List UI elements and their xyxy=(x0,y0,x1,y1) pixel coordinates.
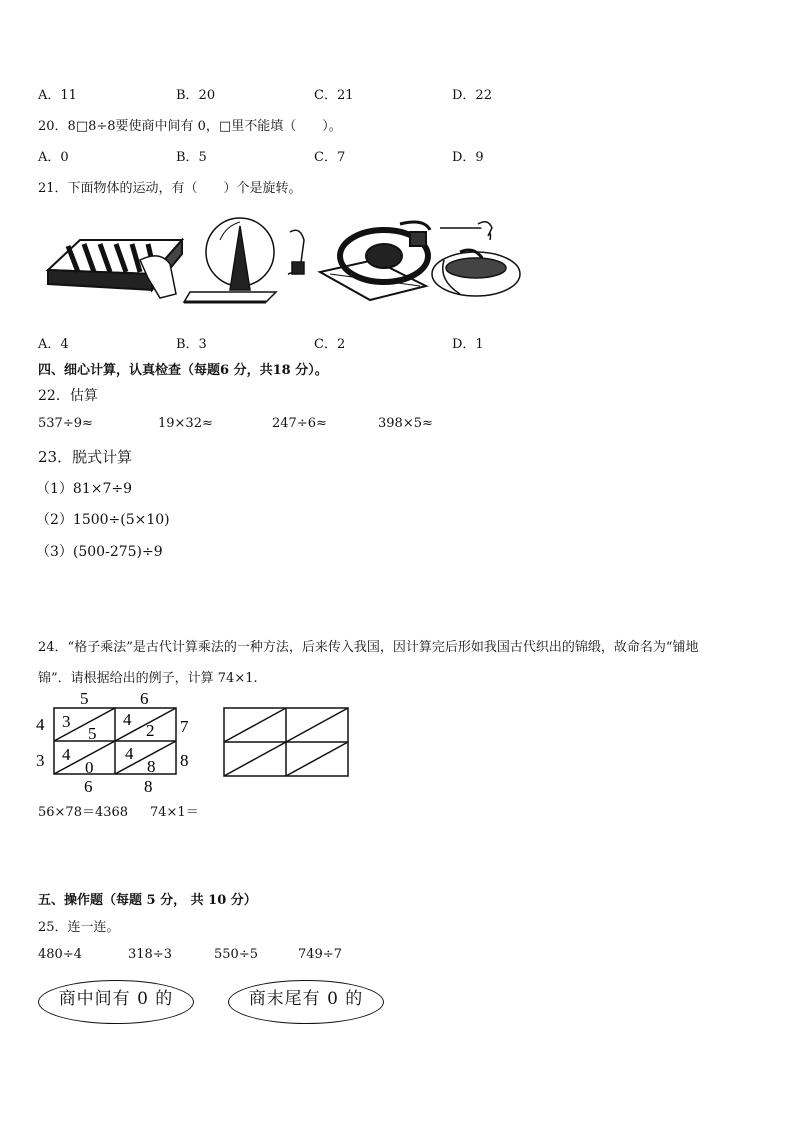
q21-option-b[interactable]: B．3 xyxy=(176,337,207,352)
q22-item-4: 398×5≈ xyxy=(378,416,433,431)
section-5-heading: 五、操作题（每题 5 分， 共 10 分） xyxy=(38,893,257,908)
q22-item-3: 247÷6≈ xyxy=(272,416,327,431)
oval-quotient-middle-zero[interactable] xyxy=(38,980,194,1024)
q21-stem: 21．下面物体的运动，有（ ）个是旋转。 xyxy=(38,181,302,196)
lattice-right-digit: 7 xyxy=(180,717,189,736)
oval-label: 商末尾有 0 的 xyxy=(248,988,364,1009)
lattice-top-digit: 6 xyxy=(140,689,149,708)
q22-item-1: 537÷9≈ xyxy=(38,416,93,431)
q25-expression[interactable]: 318÷3 xyxy=(128,947,172,962)
abacus-icon xyxy=(48,240,182,298)
q22-stem: 22．估算 xyxy=(38,388,98,404)
lattice-cell-ones: 0 xyxy=(85,758,94,777)
q21-option-a[interactable]: A．4 xyxy=(38,337,69,352)
q20-stem: 20．8□8÷8要使商中间有 0，□里不能填（ ）。 xyxy=(38,119,342,134)
faucet-icon xyxy=(432,222,520,296)
q21-option-c[interactable]: C．2 xyxy=(314,337,346,352)
q19-option-b[interactable]: B．20 xyxy=(176,88,216,103)
q23-item-1: （1）81×7÷9 xyxy=(36,481,132,497)
q19-option-d[interactable]: D．22 xyxy=(452,88,492,103)
q25-expression[interactable]: 480÷4 xyxy=(38,947,82,962)
q20-option-d[interactable]: D．9 xyxy=(452,150,484,165)
q24-text-line-1: 24．“格子乘法”是古代计算乘法的一种方法，后来传入我国，因计算完后形如我国古代织出的锦缎，故命名为“铺地 xyxy=(38,640,699,655)
lattice-bottom-digit: 6 xyxy=(84,777,93,796)
lattice-cell-ones: 2 xyxy=(146,721,155,740)
q24-text-line-2: 锦”．请根据给出的例子，计算 74×1. xyxy=(38,671,258,686)
q23-item-3: （3）(500-275)÷9 xyxy=(36,544,163,560)
lattice-cell-tens: 4 xyxy=(123,710,132,729)
lattice-cell-ones: 8 xyxy=(147,757,156,776)
lattice-cell-ones: 5 xyxy=(88,724,97,743)
q23-stem: 23．脱式计算 xyxy=(38,448,133,466)
lattice-top-digit: 5 xyxy=(80,689,89,708)
steering-wheel-icon xyxy=(320,222,430,300)
q25-expression[interactable]: 550÷5 xyxy=(214,947,258,962)
q25-expression[interactable]: 749÷7 xyxy=(298,947,342,962)
lattice-left-digit: 3 xyxy=(36,751,45,770)
lattice-right-digit: 8 xyxy=(180,751,189,770)
q25-stem: 25．连一连。 xyxy=(38,920,120,935)
q20-option-b[interactable]: B．5 xyxy=(176,150,207,165)
lattice-answer-grid[interactable] xyxy=(222,706,352,778)
lattice-example-grid xyxy=(30,688,200,800)
oval-quotient-end-zero[interactable] xyxy=(228,980,384,1024)
crystal-ball-icon xyxy=(184,218,304,302)
q22-item-2: 19×32≈ xyxy=(158,416,213,431)
q24-answer-prompt: 74×1＝ xyxy=(150,805,199,820)
q21-option-d[interactable]: D．1 xyxy=(452,337,484,352)
q19-option-a[interactable]: A．11 xyxy=(38,88,77,103)
q19-option-c[interactable]: C．21 xyxy=(314,88,354,103)
lattice-cell-tens: 3 xyxy=(62,712,71,731)
q20-option-a[interactable]: A．0 xyxy=(38,150,69,165)
lattice-example-equation: 56×78＝4368 xyxy=(38,805,129,820)
q23-item-2: （2）1500÷(5×10) xyxy=(36,512,170,528)
lattice-bottom-digit: 8 xyxy=(144,777,153,796)
oval-label: 商中间有 0 的 xyxy=(58,988,174,1009)
lattice-cell-tens: 4 xyxy=(125,744,134,763)
lattice-left-digit: 4 xyxy=(36,715,45,734)
q21-illustration xyxy=(40,212,530,312)
q20-option-c[interactable]: C．7 xyxy=(314,150,346,165)
lattice-cell-tens: 4 xyxy=(62,745,71,764)
section-4-heading: 四、细心计算，认真检查（每题6 分，共18 分）。 xyxy=(38,363,328,378)
